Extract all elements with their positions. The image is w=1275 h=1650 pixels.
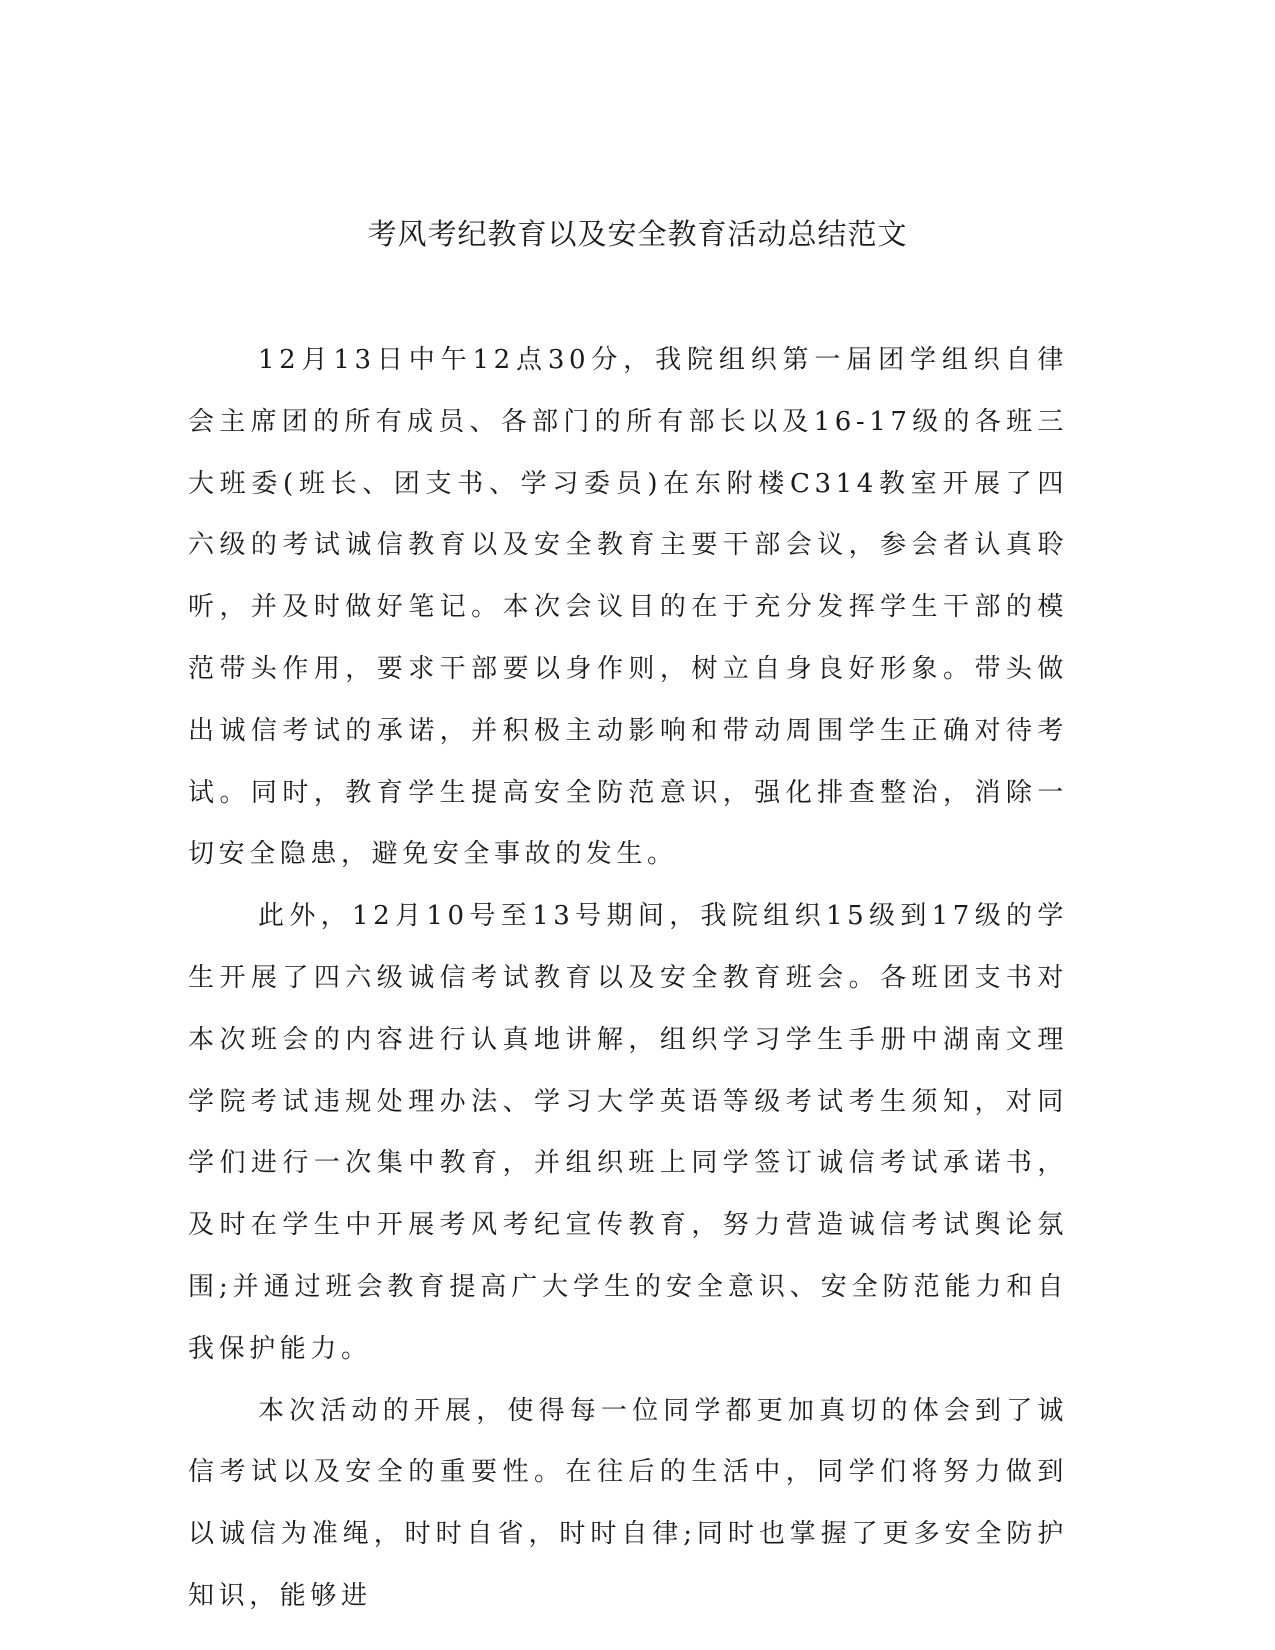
paragraph-1: 12月13日中午12点30分，我院组织第一届团学组织自律会主席团的所有成员、各部门的所有部长以及16-17级的各班三大班委(班长、团支书、学习委员)在东附楼C314教室开展了四六级的考试诚信教育以及安全教育主要干部会议，参会者认真聆听，并及时做好笔记。本次会议目的在于充分发挥学生干部的模范带头作用，要求干部要以身作则，树立自身良好形象。带头做出诚信考试的承诺，并积极主动影响和带动周围学生正确对待考试。同时，教育学生提高安全防范意识，强化排查整治，消除一切安全隐患，避免安全事故的发生。 [188,345,1068,870]
document-body [188,330,1068,1628]
paragraph-2: 此外，12月10号至13号期间，我院组织15级到17级的学生开展了四六级诚信考试教育以及安全教育班会。各班团支书对本次班会的内容进行认真地讲解，组织学习学生手册中湖南文理学院考试违规处理办法、学习大学英语等级考试考生须知，对同学们进行一次集中教育，并组织班上同学签订诚信考试承诺书，及时在学生中开展考风考纪宣传教育，努力营造诚信考试舆论氛围;并通过班会教育提高广大学生的安全意识、安全防范能力和自我保护能力。 [188,901,1068,1364]
paragraph-3: 本次活动的开展，使得每一位同学都更加真切的体会到了诚信考试以及安全的重要性。在往后的生活中，同学们将努力做到以诚信为准绳，时时自省，时时自律;同时也掌握了更多安全防护知识，能够进 [188,1395,1068,1611]
document-title: 考风考纪教育以及安全教育活动总结范文 [367,217,908,251]
